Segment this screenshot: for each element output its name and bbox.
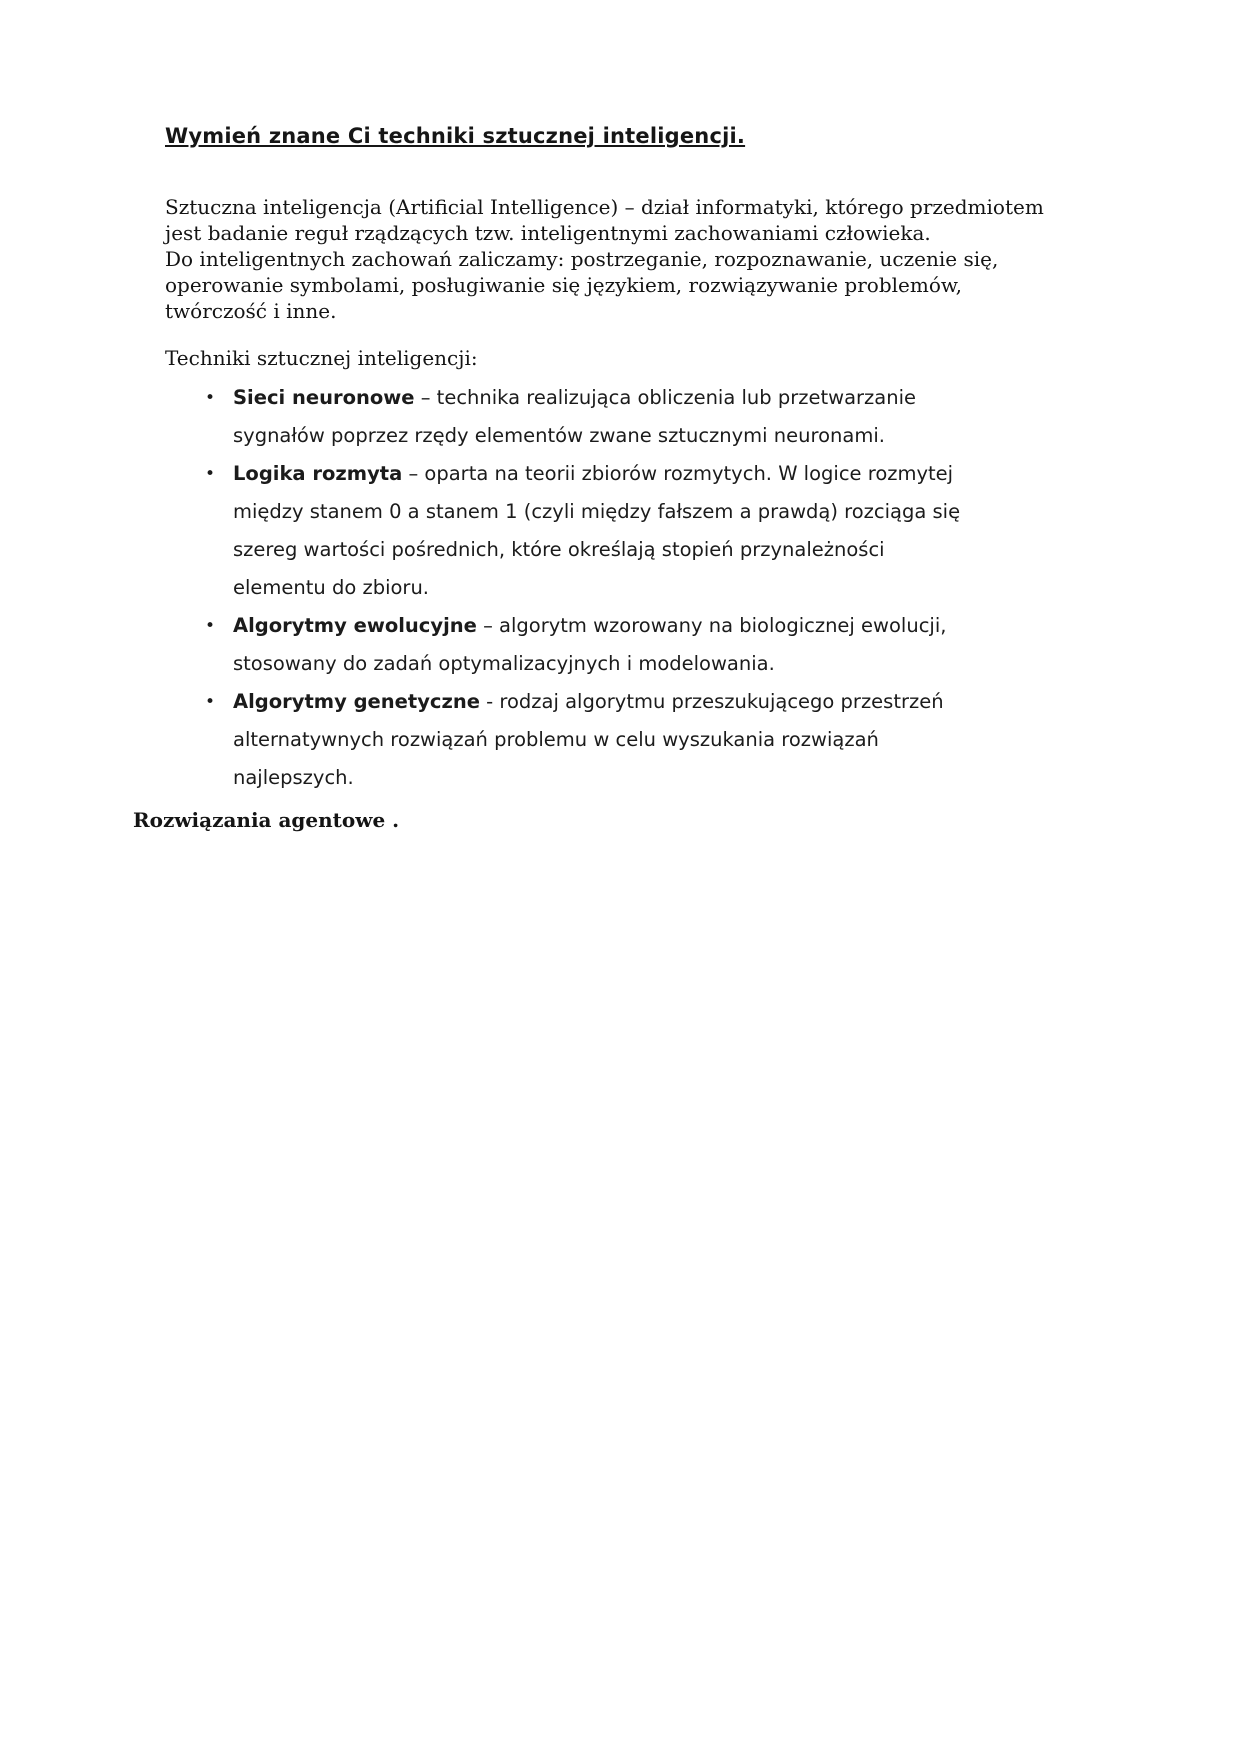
technique-description: rodzaj algorytmu przeszukującego przestrzeń alternatywnych rozwiązań problemu w celu wyszukania rozwiązań najlepszych. bbox=[233, 690, 944, 789]
technique-separator: – bbox=[402, 462, 425, 485]
bullet-icon: • bbox=[205, 616, 216, 636]
intro-paragraph-1: Sztuczna inteligencja (Artificial Intelligence) – dział informatyki, którego przedmiotem jest badanie reguł rządzących tzw. inteligentnymi zachowaniami człowieka. bbox=[165, 195, 1044, 245]
list-item bbox=[205, 607, 975, 683]
list-item-text bbox=[233, 607, 975, 683]
technique-term: Algorytmy genetyczne bbox=[233, 690, 480, 713]
technique-term: Logika rozmyta bbox=[233, 462, 403, 485]
page-title: Wymień znane Ci techniki sztucznej inteligencji. bbox=[165, 124, 746, 148]
list-item bbox=[205, 683, 975, 797]
list-item bbox=[205, 379, 975, 455]
document-content bbox=[133, 124, 1080, 833]
list-item bbox=[205, 455, 975, 607]
technique-separator: – bbox=[414, 386, 437, 409]
closing-line: Rozwiązania agentowe . bbox=[133, 808, 400, 832]
bullet-icon: • bbox=[205, 388, 216, 408]
technique-description: algorytm wzorowany na biologicznej ewolucji, stosowany do zadań optymalizacyjnych i modelowania. bbox=[233, 614, 947, 675]
techniques-list bbox=[165, 379, 975, 797]
list-item-text bbox=[233, 455, 975, 607]
bullet-icon: • bbox=[205, 692, 216, 712]
technique-separator: - bbox=[479, 690, 500, 713]
list-heading: Techniki sztucznej inteligencji: bbox=[165, 346, 478, 370]
technique-separator: – bbox=[476, 614, 500, 637]
technique-term: Algorytmy ewolucyjne bbox=[233, 614, 477, 637]
technique-description: technika realizująca obliczenia lub przetwarzanie sygnałów poprzez rzędy elementów zwane sztucznymi neuronami. bbox=[233, 386, 916, 447]
technique-term: Sieci neuronowe bbox=[233, 386, 415, 409]
technique-description: oparta na teorii zbiorów rozmytych. W logice rozmytej między stanem 0 a stanem 1 (czyli między fałszem a prawdą) rozciąga się szereg wartości pośrednich, które określają stopień przynależności elementu do zbioru. bbox=[233, 462, 961, 599]
bullet-icon: • bbox=[205, 464, 216, 484]
list-item-text bbox=[233, 379, 975, 455]
intro-paragraph-2: Do inteligentnych zachowań zaliczamy: postrzeganie, rozpoznawanie, uczenie się, operowanie symbolami, posługiwanie się językiem, rozwiązywanie problemów, twórczość i inne. bbox=[165, 247, 999, 323]
list-item-text bbox=[233, 683, 975, 797]
